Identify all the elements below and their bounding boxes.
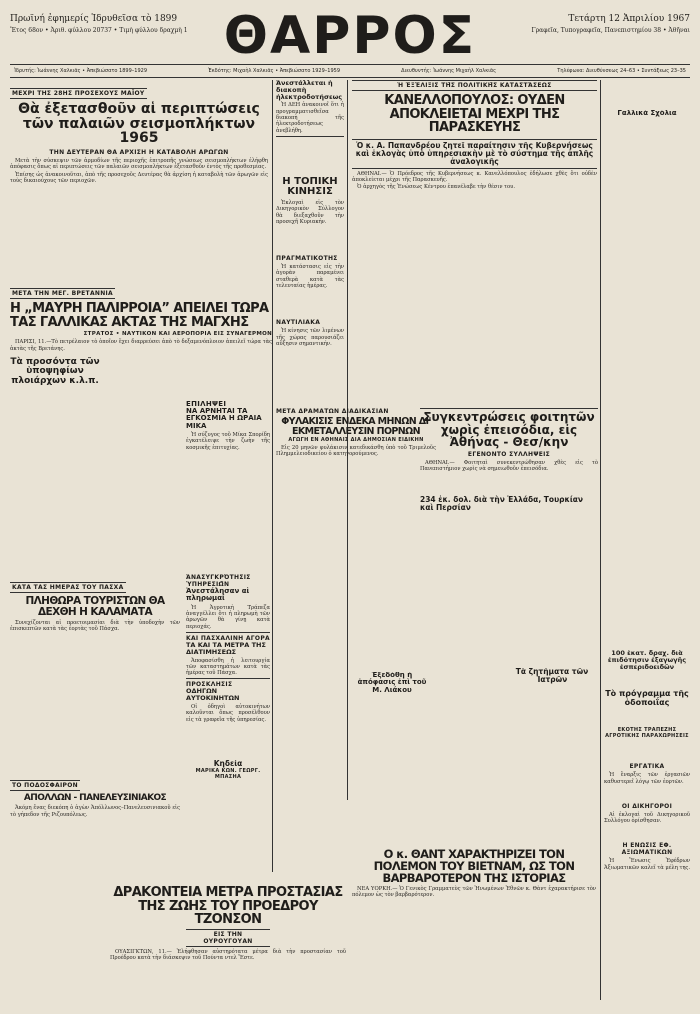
kicker-easter: ΚΑΤΑ ΤΑΣ ΗΜΕΡΑΣ ΤΟΥ ΠΑΣΧΑ <box>12 584 124 591</box>
column-5 <box>604 650 690 1002</box>
obituary-name: ΜΑΡΙΚΑ ΚΩΝ. ΓΕΩΡΓ. ΜΠΑΣΗΑ <box>195 767 261 780</box>
article-tourists <box>10 574 180 764</box>
workers-paragraph: Ἡ ἔναρξις τῶν ἐργασιῶν καθυστερεῖ λόγῳ τῶν ἑορτῶν. <box>604 772 690 785</box>
info-founder: Ἱδρυτής: Ἰωάννης Χαλκιᾶς • Ἀπεβιώσατο 1899–1929 <box>14 68 147 74</box>
electro-body <box>276 102 344 133</box>
tide-paragraph: ΠΑΡΙΣΙ, 11.—Τὸ πετρέλαιον τὸ ὁποῖον ἔχει διαρρεύσει ἀπὸ τὸ δεξαμενόπλοιον ἀπειλεῖ τώρα τὰς ἀκτὰς τῆς Βρετάνης. <box>10 339 272 352</box>
article-kanellopoulos <box>352 80 597 400</box>
football-paragraph: Ἀκόμη ἕνας διεκόπη ὁ ἀγὼν Ἀπόλλωνος–Πανελευσινιακοῦ εἰς τὸ γήπεδον τῆς Ριζουπόλεως. <box>10 805 180 818</box>
headline-local: Η ΤΟΠΙΚΗ ΚΙΝΗΣΙΣ <box>282 175 338 198</box>
bank-paragraph: Ἡ Ἀγροτικὴ Τράπεζα ἀναγγέλλει ὅτι ἡ πληρωμὴ τῶν ἀρωγῶν θὰ γίνῃ κατὰ περιοχάς. <box>186 604 270 630</box>
electro-paragraph: Ἡ ΔΕΗ ἀνακοινοῖ ὅτι ἡ προγραμματισθεῖσα διακοπὴ τῆς ἠλεκτροδοτήσεως ἀνεβλήθη. <box>276 102 344 134</box>
masthead <box>10 6 690 66</box>
headline-citrus: 100 ἑκατ. δραχ. διὰ ἐπιδότησιν ἐξαγωγῆς ἐσπεριδοειδῶν <box>607 650 687 671</box>
draconian-paragraph: ΟΥΑΣΙΓΚΤΩΝ, 11.— Ἐλήφθησαν αὐστηρότατα μέτρα διὰ τὴν προστασίαν τοῦ Προέδρου κατὰ τὴν διάσκεψιν τοῦ Πούντα ντελ Ἔστε. <box>110 948 346 962</box>
column-2-lower <box>186 574 270 874</box>
subhead-prison: ΑΓΩΓΗ ΕΝ ΑΘΗΝΑΙΣ ΔΙΑ ΔΗΜΟΣΙΑΝ ΕΙΔΙΚΗΝ <box>288 436 424 443</box>
headline-students: Συγκεντρώσεις φοιτητῶν χωρὶς ἐπεισόδια, εἰς Ἀθήνας - Θεσ/κην <box>420 408 598 449</box>
prison-body <box>276 445 436 458</box>
masthead-right <box>520 14 690 36</box>
subhead-kanellopoulos: Ὁ κ. Α. Παπανδρέου ζητεῖ παραίτησιν τῆς Κυβερνήσεως καὶ ἐκλογὰς ὑπὸ ὑπηρεσιακὴν μὲ τὸ σύστημα τῆς ἁπλῆς ἀναλογικῆς <box>352 139 597 169</box>
article-football <box>10 772 180 880</box>
kicker-electro: Ἀνεστάλλεται ἡ διακοπὴ ἠλεκτροδοτήσεως <box>276 80 343 101</box>
pragmatic-paragraph: Ἡ κατάστασις εἰς τὴν ἀγορὰν παραμένει σταθερὰ κατὰ τὰς τελευταίας ἡμέρας. <box>276 264 344 289</box>
info-publisher: Ἐκδότης: Μιχαὴλ Χαλκιᾶς • Ἀπεβιώσατο 1929–1959 <box>208 68 341 74</box>
local-body <box>276 200 344 225</box>
tide-side-headline: Τὰ προσόντα τῶν ὑποψηφίων πλοιάρχων κ.λ.π. <box>10 356 100 386</box>
scout-paragraph: Οἱ ὁδηγοὶ αὐτοκινήτων καλοῦνται ὅπως προσέλθουν εἰς τὰ γραφεῖα τῆς ὑπηρεσίας. <box>186 704 270 723</box>
kicker-scout: ΠΡΟΣΚΛΗΣΙΣ <box>186 681 233 689</box>
draconian-body <box>110 949 346 962</box>
tourists-body <box>10 620 180 633</box>
publisher-info-bar <box>10 64 690 78</box>
thant-paragraph: ΝΕΑ ΥΟΡΚΗ.— Ὁ Γενικὸς Γραμματεὺς τῶν Ἡνωμένων Ἐθνῶν κ. Θὰντ ἐχαρακτήρισε τὸν πόλεμον ὡς τὸν βαρβαρότερον. <box>352 886 596 899</box>
lawyers-paragraph: Αἱ ἐκλογαὶ τοῦ Δικηγορικοῦ Συλλόγου ὁρίσθησαν. <box>604 811 690 825</box>
kicker-quake: ΜΕΧΡΙ ΤΗΣ 28ΗΣ ΠΡΟΣΕΧΟΥΣ ΜΑΪΟΥ <box>12 90 145 97</box>
kicker-events: ΕΚΟΤΗΣ ΤΡΑΠΕΖΗΣ ΑΓΡΟΤΙΚΗΣ ΠΑΡΑΧΩΡΗΣΕΙΣ <box>605 727 689 740</box>
kicker-political: Ἡ ἘΞΈΛΙΞΙΣ ΤΗ͂Σ ΠΟΛΙΤΙΚΗ͂Σ ΚΑΤΑΣΤΆΣΕΩΣ <box>352 80 597 91</box>
headline-quake: Θὰ ἐξετασθοῦν αἱ περιπτώσεις τῶν παλαιῶν σεισμοπλήκτων 1965 <box>18 101 260 147</box>
football-body <box>10 805 180 818</box>
headline-kanellopoulos: ΚΑΝΕΛΛΟΠΟΥΛΟΣ: ΟΥΔΕΝ ΑΠΟΚΛΕΙΕΤΑΙ ΜΕΧΡΙ ΤΗΣ ΠΑΡΑΣΚΕΥΗΣ <box>384 93 565 136</box>
political-paragraph: Ὁ ἀρχηγὸς τῆς Ἑνώσεως Κέντρου ἐπανέλαβε τὴν θέσιν του. <box>357 184 515 191</box>
headline-trade: ΤΑ ΚΑΙ ΤΑ ΜΕΤΡΑ ΤΗΣ ΔΙΑΤΙΜΗΣΕΩΣ <box>186 640 266 656</box>
local-paragraph: Ἐκλογαὶ εἰς τὸν Δικηγορικὸν Σύλλογον θὰ διεξαχθοῦν τὴν προσεχῆ Κυριακήν. <box>276 199 344 225</box>
headline-candy: ΝΑ ΑΡΝΗΤΑΙ ΤΑ ΕΓΚΟΣΜΙΑ Η ΩΡΑΙΑ ΜΙΚΑ <box>186 407 262 430</box>
kicker-market: ΚΑΙ ΠΑΣΧΑΛΙΝΗ ΑΓΟΡΑ <box>186 634 270 642</box>
quake-body <box>10 158 268 184</box>
issue-date: Τετάρτη 12 Ἀπριλίου 1967 <box>568 14 690 24</box>
kicker-obituary: Κηδεία <box>213 760 243 768</box>
subhead-students: ΕΓΕΝΟΝΤΟ ΣΥΛΛΗΨΕΙΣ <box>467 450 551 458</box>
kicker-football: ΤΟ ΠΟΔΟΣΦΑΙΡΟΝ <box>12 782 78 789</box>
info-phones: Τηλέφωνα: Διευθύνσεως 24–63 • Συντάξεως 23–35 <box>557 68 686 74</box>
headline-payments: Ἀνεστάλησαν αἱ πληρωμαί <box>186 587 250 603</box>
headline-scout: ΟΔΗΓΩΝ ΑΥΤΟΚΙΝΗΤΩΝ <box>186 687 240 703</box>
headline-roads: Τὸ πρόγραμμα τῆς ὁδοποιΐας <box>605 689 689 707</box>
subhead-quake: ΤΗΝ ΔΕΥΤΕΡΑΝ ΘΑ ΑΡΧΙΣΗ Η ΚΑΤΑΒΟΛΗ ΑΡΩΓΩΝ <box>49 149 229 157</box>
tourists-paragraph: Συνεχίζονται αἱ προετοιμασίαι διὰ τὴν ὑποδοχὴν τῶν ἐπισκεπτῶν κατὰ τὰς ἑορτὰς τοῦ Πάσχα. <box>10 620 180 633</box>
newspaper-title: ΘΑΡΡΟΣ <box>223 6 477 66</box>
headline-tide: Η „ΜΑΥΡΗ ΠΑΛΙΡΡΟΙΑ” ΑΠΕΙΛΕΙ ΤΩΡΑ ΤΑΣ ΓΑΛΛΙΚΑΣ ΑΚΤΑΣ ΤΗΣ ΜΑΓΧΗΣ <box>10 301 269 330</box>
headline-loukas: Ἐξεδόθη ἡ ἀπόφασις ἐπὶ τοῦ Μ. Λιάκου <box>357 672 427 694</box>
pragmatic-body <box>276 264 344 289</box>
workers-body <box>604 772 690 785</box>
candy-paragraph: Ἡ σύζυγος τοῦ Μίκα Σπορίδη ἐγκατέλειψε τὴν ζωὴν τῆς κοσμικῆς ἐπιτυχίας. <box>186 432 270 451</box>
divider <box>276 136 344 137</box>
issue-date-sub: Γραφεῖα, Τυπογραφεῖα, Πανεπιστημίου 38 • Ἀθῆναι <box>531 27 690 34</box>
article-prison <box>276 408 436 558</box>
students-paragraph: ΑΘΗΝΑΙ.— Φοιτηταὶ συνεκεντρώθησαν χθὲς εἰς τὸ Πανεπιστήμιον χωρὶς νὰ σημειωθοῦν ἐπεισόδια. <box>420 459 598 473</box>
kicker-bank: ἈΝΑΣΥΓΚΡΌΤΗΣΙΣ ὙΠΗΡΕΣΙΩ͂Ν <box>186 574 251 588</box>
column-rule <box>600 80 601 1000</box>
article-quake <box>10 80 268 262</box>
students-body <box>420 460 598 473</box>
legal-body <box>276 328 344 347</box>
kicker-epilepsy: ΕΠΙΛΗΨΕΙ <box>186 400 227 408</box>
headline-doctors: Τὰ ζητήματα τῶν Ἰατρῶν <box>515 668 589 684</box>
article-draconian <box>110 886 346 1004</box>
prison-paragraph: Εἰς 20 μηνῶν φυλάκισιν κατεδικάσθη ὑπὸ τοῦ Τριμελοῦς Πλημμελειοδικείου ὁ κατηγορούμενος. <box>276 444 436 458</box>
lawyers-body <box>604 812 690 825</box>
article-doctors <box>510 668 594 698</box>
tagline: Πρωϊνή ἐφημερίς Ἱδρυθεῖσα τὸ 1899 <box>10 14 178 24</box>
union-paragraph: Ἡ Ἕνωσις Ἐφέδρων Ἀξιωματικῶν καλεῖ τὰ μέλη της. <box>604 858 690 871</box>
tagline-sub: Ἔτος 68ον • Ἀριθ. φύλλου 20737 • Τιμὴ φύλλου δραχμὴ 1 <box>10 27 188 34</box>
tide-body <box>10 339 272 352</box>
divider <box>186 678 270 679</box>
political-side <box>604 110 690 230</box>
scout-body <box>186 704 270 723</box>
kicker-union: Η ΕΝΩΣΙΣ ΕΦ. ΑΞΙΩΜΑΤΙΚΩΝ <box>621 842 673 857</box>
subhead-draconian: ΕΙΣ ΤΗΝ ΟΥΡΟΥΓΟΥΑΝ <box>186 929 270 947</box>
headline-tourists: ΠΛΗΘΩΡΑ ΤΟΥΡΙΣΤΩΝ ΘΑ ΔΕΧΘΗ Η ΚΑΛΑΜΑΤΑ <box>25 595 165 619</box>
article-students <box>420 408 598 658</box>
article-thant <box>352 848 596 1000</box>
political-paragraph: ΑΘΗΝΑΙ.— Ὁ Πρόεδρος τῆς Κυβερνήσεως κ. Κανελλόπουλος ἐδήλωσε χθὲς ὅτι οὐδὲν ἀποκλείεται μέχρι τῆς Παρασκευῆς. <box>352 170 597 183</box>
headline-prison: ΦΥΛΑΚΙΣΙΣ ΕΝΔΕΚΑ ΜΗΝΩΝ ΔΙ' ΕΚΜΕΤΑΛΛΕΥΣΙΝ ΠΟΡΝΩΝ <box>281 416 431 437</box>
headline-football: ΑΠΟΛΛΩΝ - ΠΑΝΕΛΕΥΣΙΝΙΑΚΟΣ <box>23 793 167 803</box>
political-body <box>352 171 597 191</box>
trade-body <box>186 658 270 677</box>
kicker-legal: ΝΑΥΤΙΛΙΑΚΑ <box>276 319 321 327</box>
kicker-britain: ΜΕΤΑ ΤΗΝ ΜΕΓ. ΒΡΕΤΑΝΝΙΑ <box>12 290 114 297</box>
trade-paragraph: Ἀποφασίσθη ἡ λειτουργία τῶν καταστημάτων κατὰ τὰς ἡμέρας τοῦ Πάσχα. <box>186 657 270 677</box>
column-rule <box>272 80 273 872</box>
quake-paragraph: Μετὰ τὴν σύσκεψιν τῶν ἁρμοδίων τῆς περιοχῆς ἐπιτροπῆς γνώσεως σεισμοπλήκτων ἐλήφθη ἀπόφασις ὅπως αἱ περιπτώσεις τῶν παλαιῶν σεισμοπλήκτων ἐξετασθοῦν ἐντὸς τῆς προθεσμίας. <box>10 158 268 171</box>
info-director: Διευθυντής: Ἰωάννης Μιχαὴλ Χαλκιᾶς <box>401 68 497 74</box>
kicker-lawyers: ΟΙ ΔΙΚΗΓΟΡΟΙ <box>621 802 673 810</box>
obituary <box>186 760 270 800</box>
subhead-tide: ΣΤΡΑΤΟΣ • ΝΑΥΤΙΚΟΝ ΚΑΙ ΑΕΡΟΠΟΡΙΑ ΕΙΣ ΣΥΝΑΓΕΡΜΟΝ <box>83 331 272 338</box>
kicker-prison: ΜΕΤΑ ΔΡΑΜΑΤΩΝ ΔΙΑΔΙΚΑΣΙΑΝ <box>276 408 389 415</box>
article-candy <box>186 400 270 570</box>
bank-body <box>186 605 270 630</box>
thant-body <box>352 886 596 899</box>
divider <box>186 632 270 633</box>
headline-french-comments: Γαλλικὰ Σχόλια <box>617 110 677 117</box>
candy-body <box>186 432 270 451</box>
union-body <box>604 858 690 871</box>
headline-draconian: ΔΡΑΚΟΝΤΕΙΑ ΜΕΤΡΑ ΠΡΟΣΤΑΣΙΑΣ ΤΗΣ ΖΩΗΣ ΤΟΥ ΠΡΟΕΔΡΟΥ ΤΖΟΝΣΟΝ <box>113 886 343 928</box>
legal-paragraph: Ἡ κίνησις τῶν λιμένων τῆς χώρας παρουσιάζει αὔξησιν σημαντικήν. <box>276 328 344 347</box>
headline-thant: Ο κ. ΘΑΝΤ ΧΑΡΑΚΤΗΡΙΖΕΙ ΤΟΝ ΠΟΛΕΜΟΝ ΤΟΥ ΒΙΕΤΝΑΜ, ΩΣ ΤΟΝ ΒΑΡΒΑΡΟΤΕΡΟΝ ΤΗΣ ΙΣΤΟΡΙΑΣ <box>373 848 575 886</box>
headline-aid: 234 ἐκ. δολ. διὰ τὴν Ἑλλάδα, Τουρκίαν καὶ Περσίαν <box>420 495 584 513</box>
article-loukas <box>352 672 432 702</box>
quake-paragraph: Ἐπίσης ὡς ἀνακοινοῦται, ἀπὸ τῆς προσεχοῦς Δευτέρας θὰ ἀρχίση ἡ καταβολὴ τῶν ἀρωγῶν εἰς τοὺς δικαιούχους τῶν περιοχῶν. <box>10 171 268 184</box>
kicker-workers: ΕΡΓΑΤΙΚΑ <box>629 763 665 771</box>
kicker-pragmatic: ΠΡΑΓΜΑΤΙΚΟΤΗΣ <box>276 255 338 263</box>
